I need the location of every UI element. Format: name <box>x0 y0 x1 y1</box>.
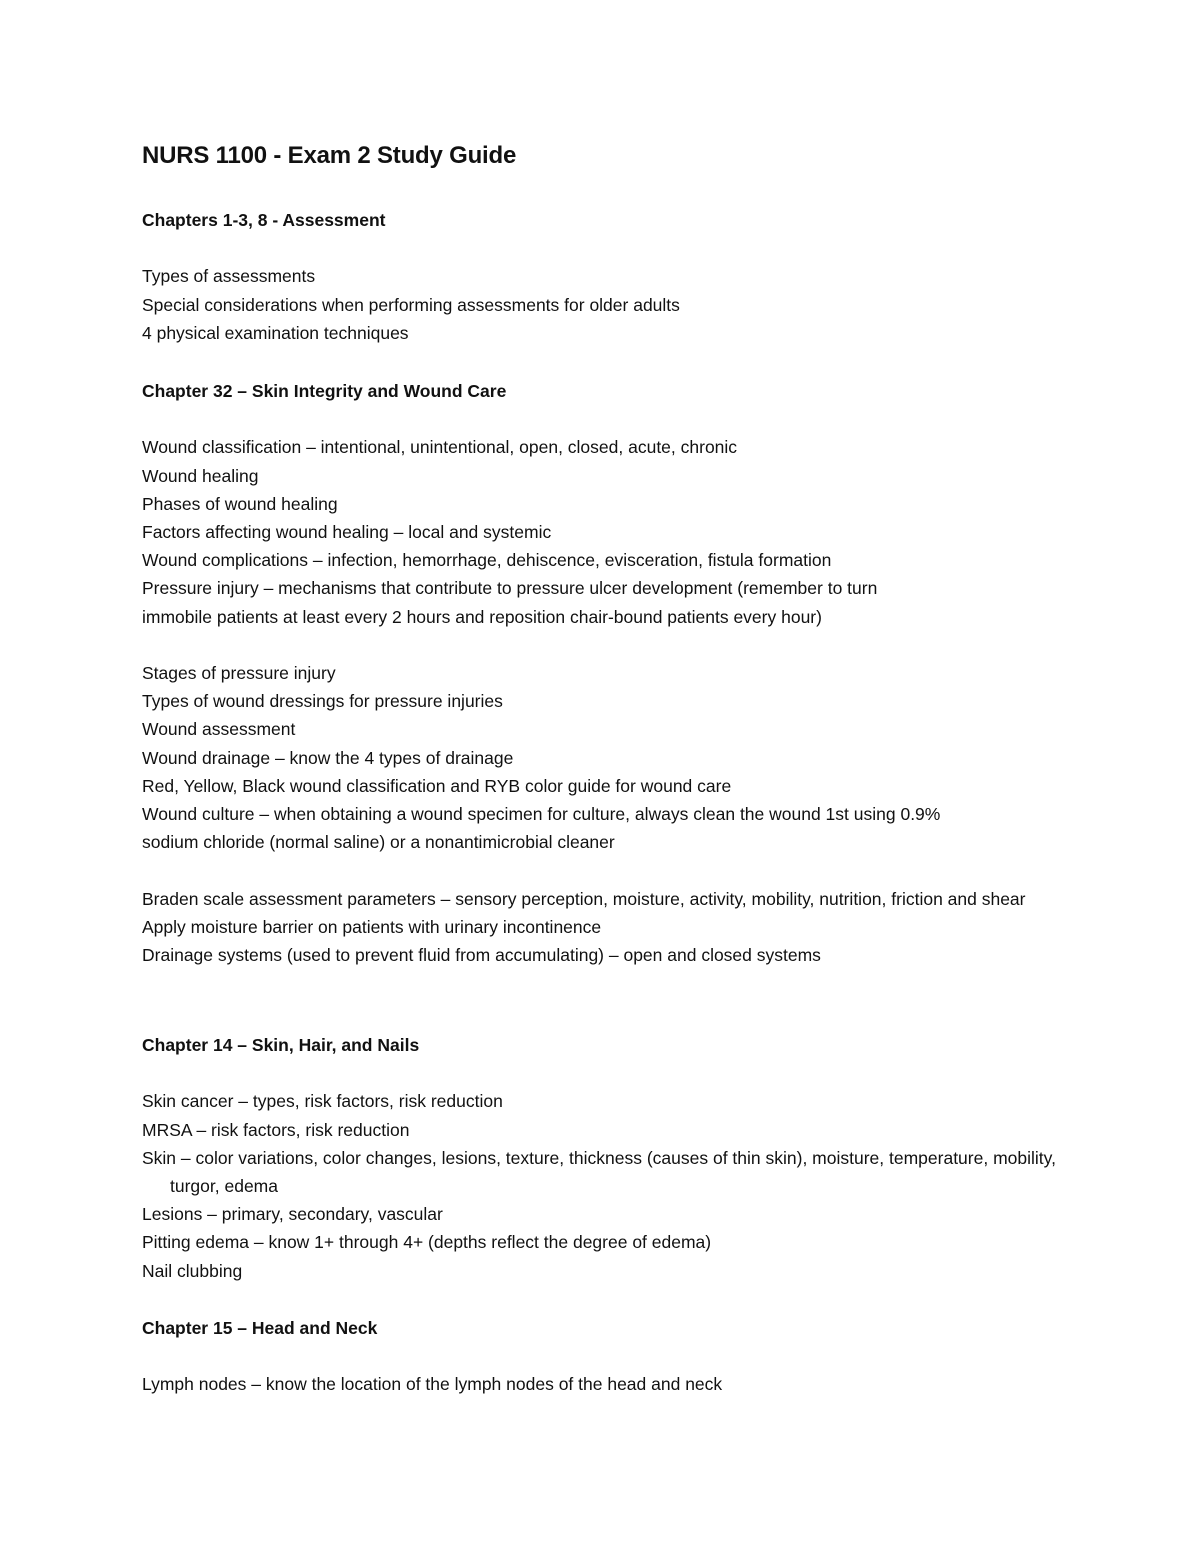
list-item: Red, Yellow, Black wound classification and RYB color guide for wound care <box>142 775 732 796</box>
list-item: Lymph nodes – know the location of the lymph nodes of the head and neck <box>142 1374 723 1395</box>
list-item: Pitting edema – know 1+ through 4+ (depths reflect the degree of edema) <box>142 1232 712 1253</box>
list-item: Wound complications – infection, hemorrhage, dehiscence, evisceration, fistula formation <box>142 550 832 571</box>
section-items <box>142 433 1082 969</box>
list-item: Special considerations when performing assessments for older adults <box>142 294 680 315</box>
section-assessment <box>142 206 1082 347</box>
section-skin-hair-nails <box>142 1031 1082 1285</box>
list-item: Nail clubbing <box>142 1260 243 1281</box>
list-item: Wound classification – intentional, unintentional, open, closed, acute, chronic <box>142 437 738 458</box>
section-heading: Chapters 1-3, 8 - Assessment <box>142 210 386 230</box>
list-item: sodium chloride (normal saline) or a nonantimicrobial cleaner <box>142 832 615 853</box>
list-item: Types of wound dressings for pressure injuries <box>142 691 503 712</box>
section-heading: Chapter 14 – Skin, Hair, and Nails <box>142 1035 420 1055</box>
list-item: Lesions – primary, secondary, vascular <box>142 1204 443 1225</box>
list-item: Wound assessment <box>142 719 296 740</box>
section-heading: Chapter 15 – Head and Neck <box>142 1318 378 1338</box>
list-item: Wound culture – when obtaining a wound specimen for culture, always clean the wound 1st using 0.9% <box>142 804 941 825</box>
section-heading: Chapter 32 – Skin Integrity and Wound Care <box>142 381 507 401</box>
paragraph-gap <box>142 856 1082 884</box>
list-item: Factors affecting wound healing – local and systemic <box>142 522 552 542</box>
list-item: immobile patients at least every 2 hours and reposition chair-bound patients every hour) <box>142 606 822 627</box>
section-items <box>142 1370 1082 1398</box>
list-item: Skin – color variations, color changes, lesions, texture, thickness (causes of thin skin), moisture, temperature, mobility, turgor, edema <box>142 1147 1056 1196</box>
list-item: Drainage systems (used to prevent fluid from accumulating) – open and closed systems <box>142 945 821 966</box>
section-skin-integrity <box>142 377 1082 969</box>
list-item: 4 physical examination techniques <box>142 322 409 343</box>
list-item: Stages of pressure injury <box>142 663 336 683</box>
list-item: Wound drainage – know the 4 types of drainage <box>142 747 514 768</box>
list-item: Types of assessments <box>142 266 316 287</box>
document-title: NURS 1100 - Exam 2 Study Guide <box>142 142 517 169</box>
list-item: Apply moisture barrier on patients with urinary incontinence <box>142 916 602 937</box>
list-item: Pressure injury – mechanisms that contribute to pressure ulcer development (remember to turn <box>142 578 878 599</box>
section-items <box>142 1087 1082 1284</box>
section-head-neck <box>142 1314 1082 1399</box>
list-item: Braden scale assessment parameters – sensory perception, moisture, activity, mobility, nutrition, friction and shear <box>142 888 1026 909</box>
list-item: Wound healing <box>142 465 259 486</box>
list-item: Skin cancer – types, risk factors, risk reduction <box>142 1091 503 1112</box>
list-item: Phases of wound healing <box>142 493 338 514</box>
section-items <box>142 262 1082 347</box>
list-item: MRSA – risk factors, risk reduction <box>142 1119 410 1140</box>
paragraph-gap <box>142 631 1082 659</box>
